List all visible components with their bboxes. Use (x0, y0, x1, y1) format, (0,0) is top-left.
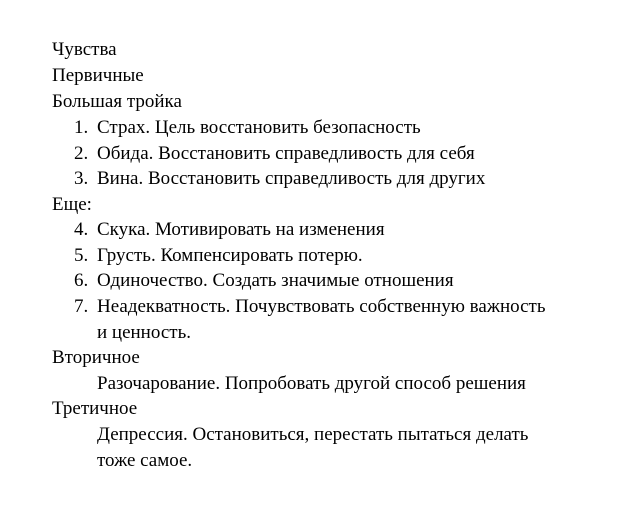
list-number: 1. (74, 117, 89, 138)
list-number: 5. (74, 245, 89, 266)
primary-heading: Первичные (52, 65, 144, 86)
tertiary-heading: Третичное (52, 398, 138, 419)
document-title: Чувства (52, 39, 117, 60)
list-text-continuation: и ценность. (97, 322, 191, 343)
list-text: Одиночество. Создать значимые отношения (97, 270, 454, 291)
list-text: Вина. Восстановить справедливость для других (97, 168, 486, 189)
list-number: 6. (74, 270, 89, 291)
list-text: Скука. Мотивировать на изменения (97, 219, 385, 240)
list-number: 3. (74, 168, 89, 189)
tertiary-text: Депрессия. Остановиться, перестать пытаться делать (97, 424, 529, 445)
list-number: 7. (74, 296, 89, 317)
tertiary-text-continuation: тоже самое. (97, 450, 193, 471)
list-number: 2. (74, 143, 89, 164)
list-text: Неадекватность. Почувствовать собственную важность (97, 296, 546, 317)
list-text: Страх. Цель восстановить безопасность (97, 117, 421, 138)
list-text: Обида. Восстановить справедливость для себя (97, 143, 475, 164)
secondary-heading: Вторичное (52, 347, 140, 368)
secondary-text: Разочарование. Попробовать другой способ решения (97, 373, 526, 394)
big-three-heading: Большая тройка (52, 91, 182, 112)
list-number: 4. (74, 219, 89, 240)
list-text: Грусть. Компенсировать потерю. (97, 245, 363, 266)
more-heading: Еще: (52, 194, 92, 215)
